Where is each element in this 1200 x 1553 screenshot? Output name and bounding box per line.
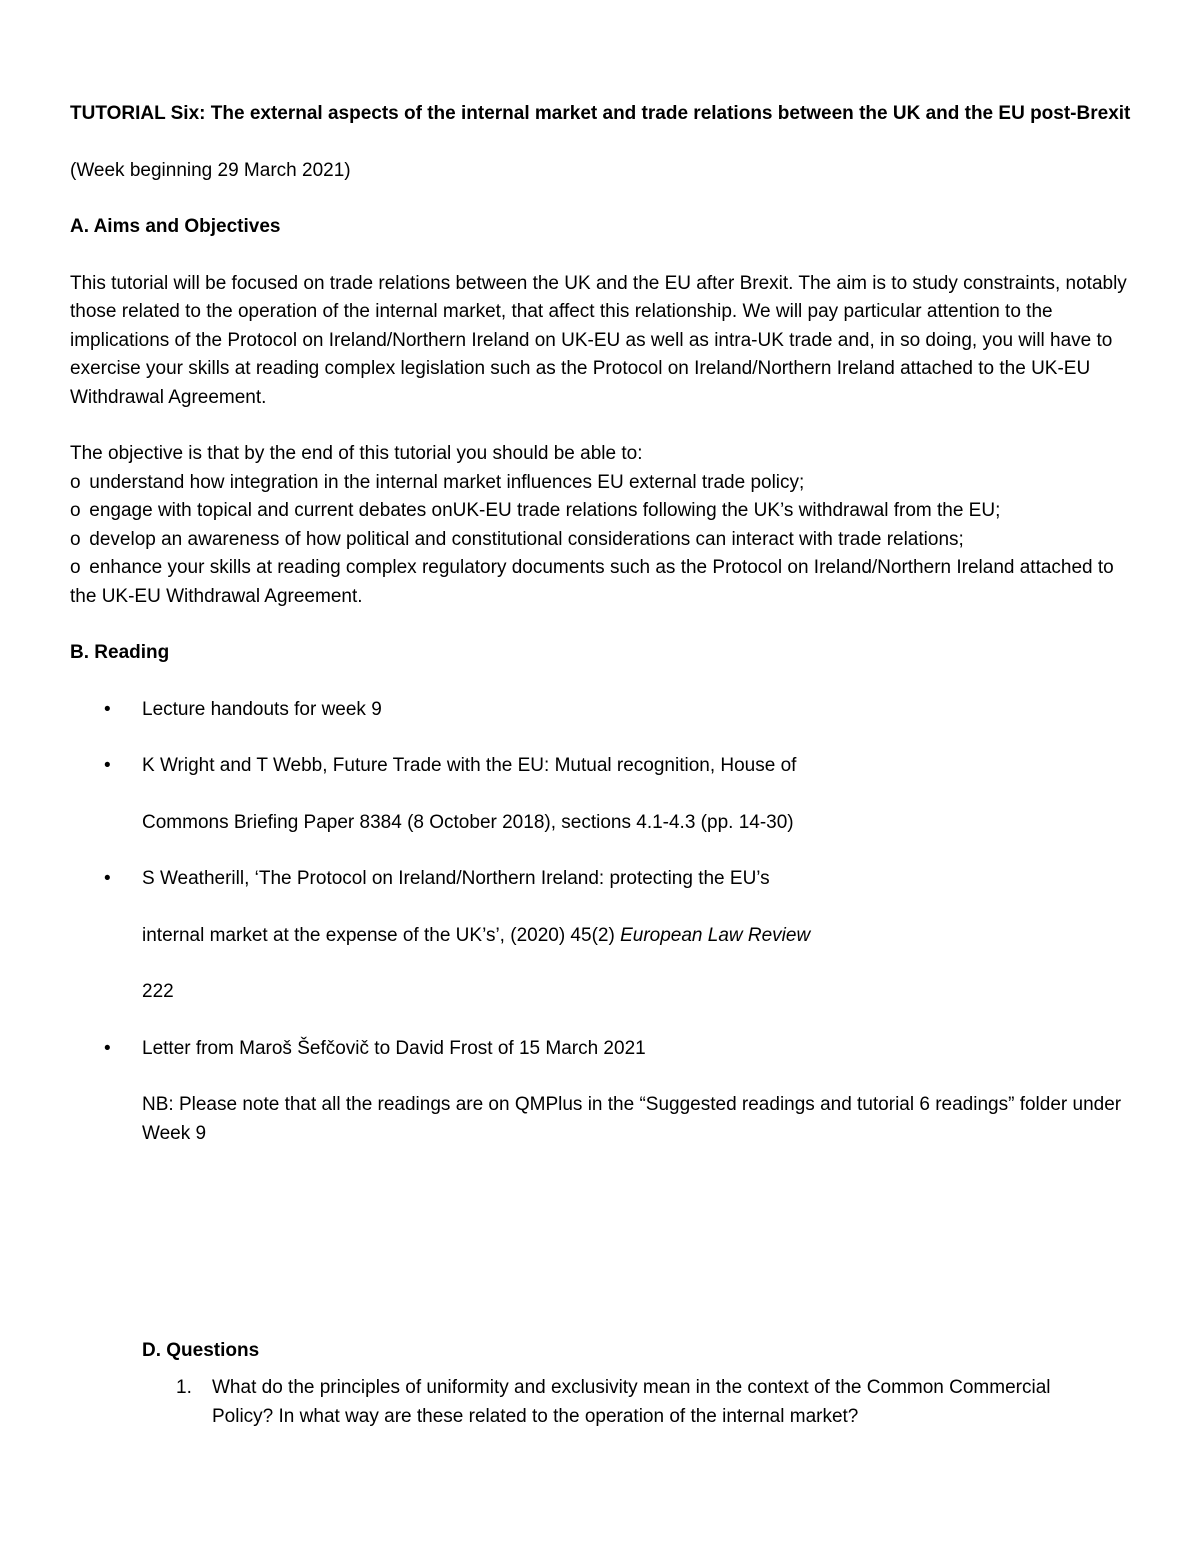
reading-item: • S Weatherill, ‘The Protocol on Ireland/Northern Ireland: protecting the EU’s internal market at the expense of the UK’s’, (2020) 45(2) European Law Review 222 [70, 865, 1140, 1007]
bullet-icon: • [104, 698, 111, 720]
objective-item: o understand how integration in the internal market influences EU external trade policy; [70, 469, 1140, 498]
bullet-icon: • [104, 868, 111, 889]
objective-marker: o [70, 500, 81, 521]
section-d-heading: D. Questions [142, 1340, 260, 1361]
week-date: (Week beginning 29 March 2021) [70, 159, 351, 181]
question-item [142, 1374, 1102, 1431]
objective-item: o develop an awareness of how political and constitutional considerations can interact with trade relations; [70, 526, 1140, 555]
objective-item: o engage with topical and current debates onUK-EU trade relations following the UK’s withdrawal from the EU; [70, 497, 1140, 526]
question-text: What do the principles of uniformity and exclusivity mean in the context of the Common Commercial Policy? In what way are these related to the operation of the internal market? [212, 1377, 1051, 1427]
document-title: TUTORIAL Six: The external aspects of the internal market and trade relations between the UK and the EU post-Brexit [70, 103, 1131, 124]
journal-title: European Law Review [620, 924, 811, 946]
reading-list [70, 696, 1140, 1064]
reading-item: • K Wright and T Webb, Future Trade with the EU: Mutual recognition, House of Commons Briefing Paper 8384 (8 October 2018), sections 4.1-4.3 (pp. 14-30) [70, 752, 1140, 837]
objective-marker: o [70, 528, 81, 550]
reading-item: • Lecture handouts for week 9 [70, 696, 1140, 725]
objective-marker: o [70, 557, 81, 578]
objectives-list [70, 469, 1140, 612]
section-b-heading: B. Reading [70, 642, 170, 663]
bullet-icon: • [104, 755, 111, 776]
objective-item: o enhance your skills at reading complex regulatory documents such as the Protocol on Ireland/Northern Ireland attached to the UK-EU Withdrawal Agreement. [70, 554, 1140, 611]
reading-item: • Letter from Maroš Šefčovič to David Frost of 15 March 2021 [70, 1035, 1140, 1064]
objective-marker: o [70, 471, 81, 493]
reading-note: NB: Please note that all the readings are on QMPlus in the “Suggested readings and tutorial 6 readings” folder under Week 9 [142, 1094, 1122, 1144]
bullet-icon: • [104, 1037, 111, 1059]
questions-list [142, 1374, 1102, 1431]
question-number: 1. [176, 1377, 192, 1398]
objective-lead: The objective is that by the end of this tutorial you should be able to: [70, 443, 643, 464]
aims-paragraph: This tutorial will be focused on trade relations between the UK and the EU after Brexit. The aim is to study constraints, notably those related to the operation of the internal market, that affect this relationship. We will pay particular attention to the implications of the Protocol on Ireland/Northern Ireland on UK-EU as well as intra-UK trade and, in so doing, you will have to exercise your skills at reading complex legislation such as the Protocol on Ireland/Northern Ireland attached to the UK-EU Withdrawal Agreement. [70, 272, 1127, 408]
document-body [70, 100, 1140, 1148]
section-a-heading: A. Aims and Objectives [70, 216, 281, 237]
